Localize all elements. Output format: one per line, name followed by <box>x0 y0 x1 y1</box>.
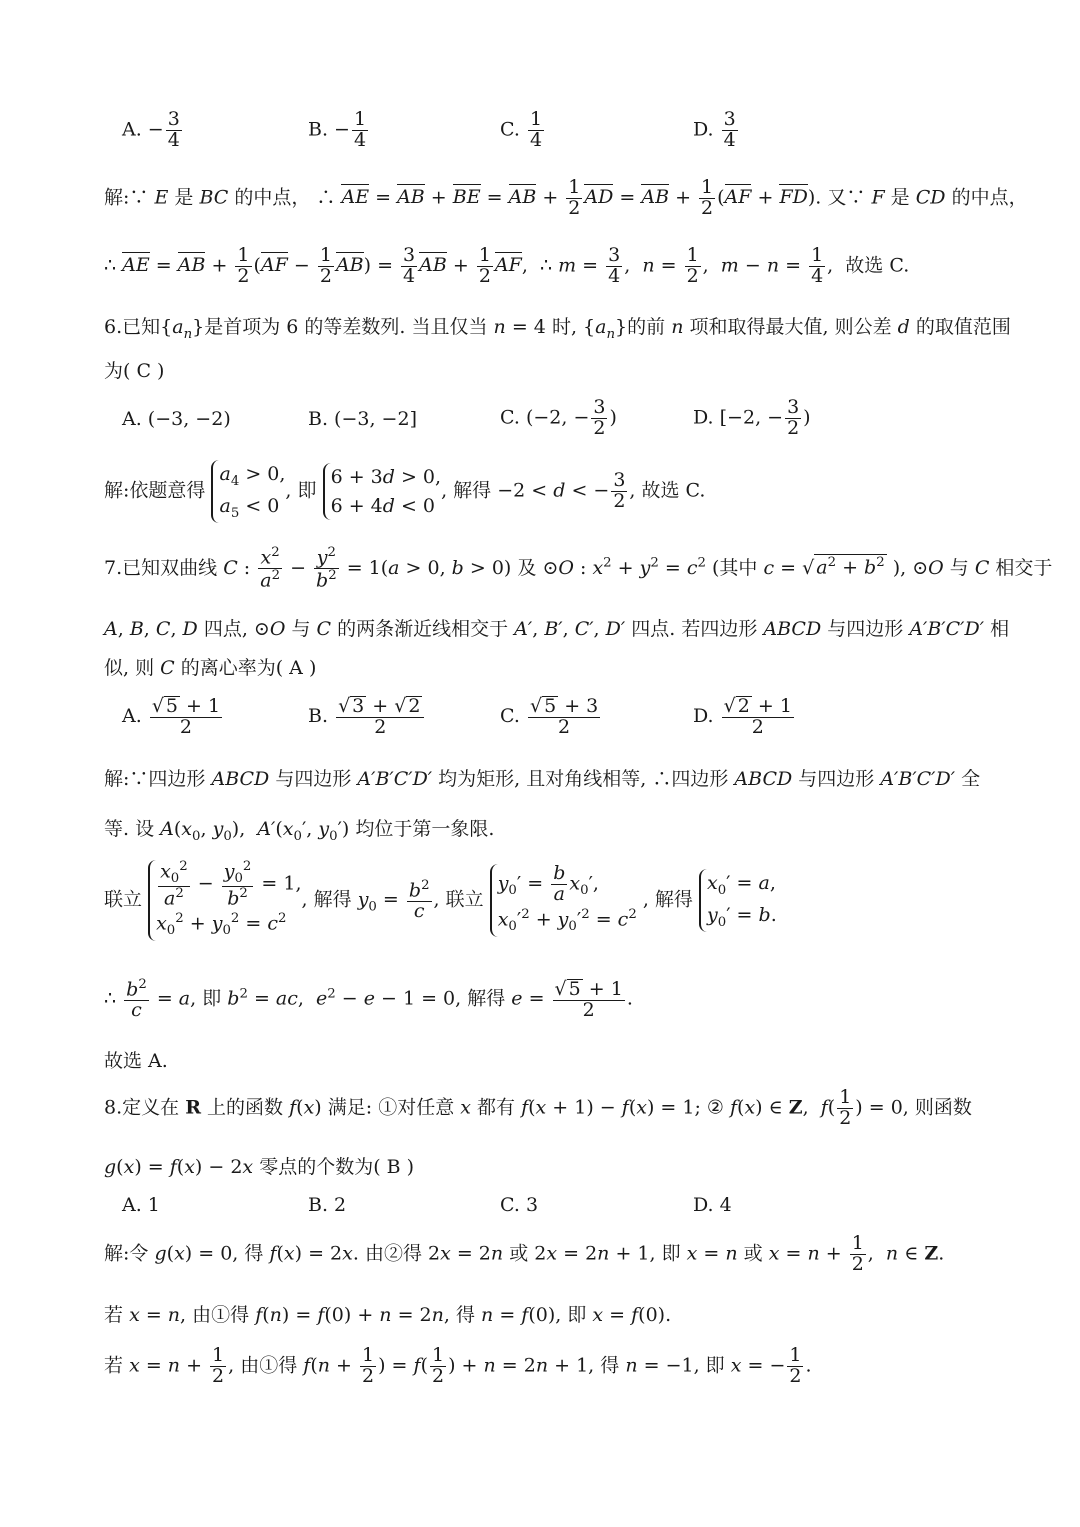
q6-option-c: C. (−2, − $\frac{3}{2}$ ) <box>500 396 617 439</box>
q6-solution: 解:依题意得 $a_4 > 0$, $a_5 < 0$ , 即 6 + 3d > 0, 6 + 4d < 0 , 解得 −2 < d < − $\frac{3}{2}$ , 故选 C. <box>104 460 705 523</box>
q8-solution-line2: 若 x = n, 由①得 f(n) = f(0) + n = 2n, 得 n = f(0), 即 x = f(0). <box>104 1304 672 1326</box>
q6-option-d: D. [−2, − $\frac{3}{2}$ ) <box>693 396 811 439</box>
q8-option-d: D. 4 <box>693 1194 732 1216</box>
q6-stem-line2: 为( C ) <box>104 360 165 382</box>
q5-option-b: B. − $\frac{1}{4}$ <box>308 108 367 151</box>
q7-solution-line1: 解:∵四边形 ABCD 与四边形 A′B′C′D′ 均为矩形, 且对角线相等, ∴四边形 ABCD 与四边形 A′B′C′D′ 全 <box>104 768 981 790</box>
q7-stem-line1: 7.已知双曲线 C : $\frac{x^2}{a^2}$ − $\frac{y^2}{b^2}$ = 1(a > 0, b > 0) 及 ⊙O : $x^2 + y^2 = c^2$ (其中 c = √ $a^2 + b^2$ ), ⊙O 与 C 相交于 <box>104 545 1053 592</box>
q6-stem-line1: 6.已知$\{a_n\}$是首项为 6 的等差数列. 当且仅当 n = 4 时, $\{a_n\}$的前 n 项和取得最大值, 则公差 d 的取值范围 <box>104 316 1011 342</box>
q8-stem-line2: g(x) = f(x) − 2x 零点的个数为( B ) <box>104 1156 415 1178</box>
q8-solution-line3: 若 x = n + $\frac{1}{2}$ , 由①得 f(n + $\frac{1}{2}$ ) = f( $\frac{1}{2}$ ) + n = 2n + 1, 得 n = −1, 即 x = − $\frac{1}{2}$ . <box>104 1344 812 1387</box>
q7-option-c: C. $\frac{√ 5 + 3}{2}$ <box>500 695 599 738</box>
q5-option-d: D. $\frac{3}{4}$ <box>693 108 736 151</box>
q8-solution-line1: 解:令 g(x) = 0, 得 f(x) = 2x. 由②得 2x = 2n 或 2x = 2n + 1, 即 x = n 或 x = n + $\frac{1}{2}$ , n ∈ Z. <box>104 1232 945 1275</box>
q5-option-c: C. $\frac{1}{4}$ <box>500 108 543 151</box>
q7-stem-line3: 似, 则 C 的离心率为( A ) <box>104 657 317 679</box>
q8-stem-line1: 8.定义在 R 上的函数 f(x) 满足: ①对任意 x 都有 f(x + 1) − f(x) = 1; ② f(x) ∈ Z, f( $\frac{1}{2}$ ) = 0, 则函数 <box>104 1086 972 1129</box>
q5-option-a: A. − $\frac{3}{4}$ <box>122 108 180 151</box>
q7-solution-line3: 联立 $\frac{x_0^2}{a^2}$ − $\frac{y_0^2}{b^2}$ = 1, $x_0^2 + y_0^2 = c^2$ , 解得 $y_0$ = $\frac{b^2}{c}$ , 联立 $y_0'$ = $\frac{b}{a}$ $x_0'$, $x_0'^2 + y_0'^2 = c^2$ , 解得 $x_0' = a$, $y_0' = b$. <box>104 860 777 941</box>
q7-option-a: A. $\frac{√ 5 + 1}{2}$ <box>122 695 221 738</box>
q5-solution-line2: ∴ AE = AB + $\frac{1}{2}$ (AF − $\frac{1}{2}$ AB) = $\frac{3}{4}$ AB + $\frac{1}{2}$ AF, ∴ m = $\frac{3}{4}$ , n = $\frac{1}{2}$ , m − n = $\frac{1}{4}$ , 故选 C. <box>104 244 910 287</box>
q8-option-b: B. 2 <box>308 1194 347 1216</box>
q8-option-a: A. 1 <box>122 1194 160 1216</box>
q7-solution-line2: 等. 设 $A(x_0$, $y_0$), $A'(x_0'$, $y_0'$) 均位于第一象限. <box>104 818 495 844</box>
q7-option-b: B. $\frac{√ 3 + √ 2}{2}$ <box>308 696 426 738</box>
q7-solution-line4: ∴ $\frac{b^2}{c}$ = a, 即 $b^2$ = ac, $e^2 - e - 1 = 0$, 解得 e = $\frac{√ 5 + 1}{2}$ . <box>104 977 633 1022</box>
q8-option-c: C. 3 <box>500 1194 539 1216</box>
q7-stem-line2: A, B, C, D 四点, ⊙O 与 C 的两条渐近线相交于 A′, B′, C′, D′ 四点. 若四边形 ABCD 与四边形 A′B′C′D′ 相 <box>104 618 1010 640</box>
q7-solution-line5: 故选 A. <box>104 1050 168 1072</box>
q6-option-a: A. (−3, −2) <box>122 408 231 430</box>
q5-solution-line1: 解:∵ E 是 BC 的中点， ∴ AE = AB + BE = AB + $\frac{1}{2}$ AD = AB + $\frac{1}{2}$ (AF + FD). 又∵ F 是 CD 的中点， <box>104 176 1028 219</box>
q7-option-d: D. $\frac{√ 2 + 1}{2}$ <box>693 695 792 738</box>
q6-option-b: B. (−3, −2] <box>308 408 417 430</box>
